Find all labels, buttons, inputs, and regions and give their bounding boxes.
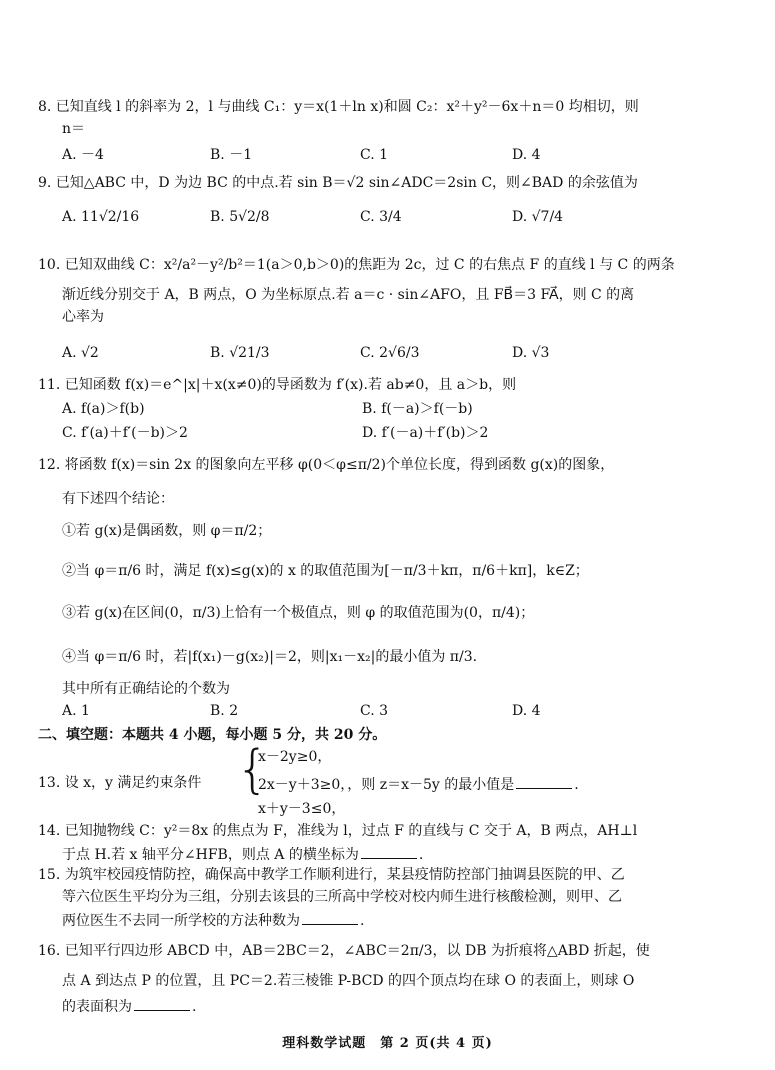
q13-end: . <box>574 777 579 793</box>
q12-stem-line1: 12. 将函数 f(x)＝sin 2x 的图象向左平移 φ(0＜φ≤π/2)个单位长度，得到函数 g(x)的图象， <box>38 457 615 473</box>
q15-line3-text: 两位医生不去同一所学校的方法种数为 <box>62 913 300 929</box>
q13-lead: 13. 设 x，y 满足约束条件 <box>38 775 202 791</box>
q12-option-a: A. 1 <box>62 703 90 719</box>
q12-conclusion-2: ②当 φ＝π/6 时，满足 f(x)≤g(x)的 x 的取值范围为[－π/3＋kπ，π/6＋kπ]，k∈Z； <box>62 563 589 579</box>
q15-end: . <box>360 913 365 929</box>
q12-stem-line3: 其中所有正确结论的个数为 <box>62 681 230 697</box>
q9-option-a: A. 11√2/16 <box>62 209 140 225</box>
q12-stem-line2: 有下述四个结论： <box>62 491 174 507</box>
page-footer: 理科数学试题 第 2 页(共 4 页) <box>282 1036 493 1051</box>
q13-answer-blank[interactable] <box>516 774 572 789</box>
q8-option-c: C. 1 <box>360 147 389 163</box>
q8-option-a: A. －4 <box>62 147 104 163</box>
q8-option-d: D. 4 <box>512 147 541 163</box>
q14-line2-text: 于点 H.若 x 轴平分∠HFB，则点 A 的横坐标为 <box>62 847 359 863</box>
q8-option-b: B. －1 <box>210 147 253 163</box>
q15-answer-blank[interactable] <box>302 910 358 925</box>
q14-answer-blank[interactable] <box>361 844 417 859</box>
q11-option-d: D. f′(－a)＋f′(b)＞2 <box>362 425 489 441</box>
q16-line3 <box>62 996 196 1016</box>
q12-conclusion-4: ④当 φ＝π/6 时，若|f(x₁)－g(x₂)|＝2，则|x₁－x₂|的最小值为 π/3. <box>62 649 478 665</box>
q11-option-c: C. f′(a)＋f′(－b)＞2 <box>62 425 188 441</box>
q9-option-c: C. 3/4 <box>360 209 402 225</box>
q15-line3 <box>62 910 364 930</box>
q16-line3-text: 的表面积为 <box>62 999 132 1015</box>
q12-conclusion-3: ③若 g(x)在区间(0，π/3)上恰有一个极值点，则 φ 的取值范围为(0，π/4)； <box>62 605 535 621</box>
q10-option-a: A. √2 <box>62 345 99 361</box>
q9-stem-line1: 9. 已知△ABC 中，D 为边 BC 的中点.若 sin B＝√2 sin∠ADC＝2sin C，则∠BAD 的余弦值为 <box>38 175 638 191</box>
q13-condition-2 <box>258 774 579 794</box>
q15-line2: 等六位医生平均分为三组，分别去该县的三所高中学校对校内师生进行核酸检测，则甲、乙 <box>62 889 622 905</box>
q8-stem-line1: 8. 已知直线 l 的斜率为 2，l 与曲线 C₁：y＝x(1＋ln x)和圆 C₂：x²＋y²－6x＋n＝0 均相切，则 <box>38 99 639 115</box>
q12-option-b: B. 2 <box>210 703 239 719</box>
q11-option-a: A. f(a)＞f(b) <box>62 401 145 417</box>
q14-line2 <box>62 844 423 864</box>
q12-option-c: C. 3 <box>360 703 389 719</box>
q10-option-c: C. 2√6/3 <box>360 345 420 361</box>
q10-stem-line2: 渐近线分别交于 A，B 两点，O 为坐标原点.若 a＝c · sin∠AFO，且 FB⃗＝3 FA⃗，则 C 的离 <box>62 287 635 303</box>
q13-condition-1: x－2y≥0， <box>258 749 332 765</box>
q8-stem-line2: n＝ <box>62 121 86 137</box>
q15-line1: 15. 为筑牢校园疫情防控，确保高中教学工作顺利进行，某县疫情防控部门抽调县医院的甲、乙 <box>38 867 625 883</box>
q13-condition-2-text: 2x－y＋3≥0， <box>258 777 348 793</box>
q13-condition-3: x＋y－3≤0， <box>258 801 346 817</box>
q10-stem-line3: 心率为 <box>62 309 104 325</box>
q16-answer-blank[interactable] <box>134 996 190 1011</box>
q9-option-b: B. 5√2/8 <box>210 209 270 225</box>
q10-stem-line1: 10. 已知双曲线 C：x²/a²－y²/b²＝1(a＞0,b＞0)的焦距为 2c，过 C 的右焦点 F 的直线 l 与 C 的两条 <box>38 257 675 273</box>
q16-end: . <box>192 999 197 1015</box>
q12-conclusion-1: ①若 g(x)是偶函数，则 φ＝π/2； <box>62 523 272 539</box>
q14-line1: 14. 已知抛物线 C：y²＝8x 的焦点为 F，准线为 l，过点 F 的直线与 C 交于 A，B 两点，AH⊥l <box>38 823 638 839</box>
q10-option-d: D. √3 <box>512 345 550 361</box>
q13-tail: ，则 z＝x－5y 的最小值是 <box>347 777 515 793</box>
q11-option-b: B. f(－a)＞f(－b) <box>362 401 473 417</box>
q14-end: . <box>418 847 424 863</box>
q9-option-d: D. √7/4 <box>512 209 564 225</box>
q16-line2: 点 A 到达点 P 的位置，且 PC＝2.若三棱锥 P-BCD 的四个顶点均在球 O 的表面上，则球 O <box>62 973 635 989</box>
q11-stem-line1: 11. 已知函数 f(x)＝e^|x|＋x(x≠0)的导函数为 f′(x).若 ab≠0，且 a＞b，则 <box>38 377 517 393</box>
q16-line1: 16. 已知平行四边形 ABCD 中，AB＝2BC＝2，∠ABC＝2π/3，以 DB 为折痕将△ABD 折起，使 <box>38 943 650 959</box>
q12-option-d: D. 4 <box>512 703 541 719</box>
q10-option-b: B. √21/3 <box>210 345 270 361</box>
section-2-heading: 二、填空题：本题共 4 小题，每小题 5 分，共 20 分。 <box>38 727 387 743</box>
q13-brace: { <box>236 740 270 800</box>
